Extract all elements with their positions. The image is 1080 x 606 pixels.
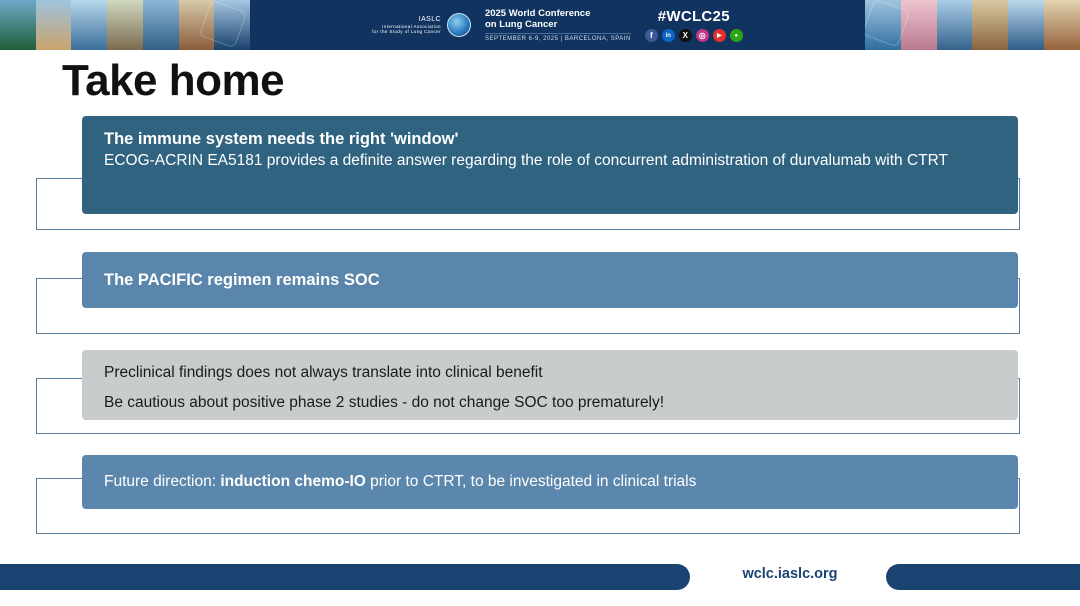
youtube-icon[interactable]: ▶ — [713, 29, 726, 42]
takehome-card-4 — [82, 455, 1018, 509]
footer-bar-left — [0, 564, 690, 590]
takehome-line-2-3: Be cautious about positive phase 2 studies - do not change SOC too prematurely! — [104, 394, 665, 412]
takehome-body-1: ECOG-ACRIN EA5181 provides a definite answer regarding the role of concurrent administration of durvalumab with CTRT — [104, 152, 948, 170]
wechat-icon[interactable]: ● — [730, 29, 743, 42]
banner-photo — [143, 0, 179, 50]
takehome-text-4-prefix: Future direction: — [104, 472, 221, 490]
instagram-icon[interactable]: ◎ — [696, 29, 709, 42]
footer-url[interactable]: wclc.iaslc.org — [742, 566, 838, 582]
social-icons — [645, 29, 743, 42]
takehome-card-3 — [82, 350, 1018, 420]
conference-title-line-1: 2025 World Conference — [484, 7, 591, 19]
x-twitter-icon[interactable]: X — [679, 29, 692, 42]
facebook-icon[interactable]: f — [645, 29, 658, 42]
iaslc-logo — [372, 13, 471, 37]
iaslc-full-line-1: International Association — [382, 23, 441, 29]
takehome-text-4-bold: induction chemo-IO — [220, 472, 366, 490]
hashtag-block — [645, 8, 743, 42]
conference-banner — [0, 0, 1080, 50]
takehome-heading-2: The PACIFIC regimen remains SOC — [104, 270, 380, 289]
takehome-card-1 — [82, 116, 1018, 214]
conference-title-line-2: on Lung Cancer — [484, 19, 558, 30]
conference-title-block — [485, 8, 631, 43]
takehome-text-4 — [104, 471, 696, 493]
banner-photo — [0, 0, 36, 50]
banner-photo-strip-right — [865, 0, 1080, 50]
banner-photo — [36, 0, 72, 50]
takehome-text-4-suffix: prior to CTRT, to be investigated in clinical trials — [365, 472, 697, 490]
banner-photo-strip-left — [0, 0, 250, 50]
iaslc-globe-icon — [447, 13, 471, 37]
iaslc-logo-text — [372, 16, 441, 34]
footer-bar-right — [886, 564, 1080, 590]
banner-photo — [71, 0, 107, 50]
banner-photo — [972, 0, 1008, 50]
page-title: Take home — [62, 56, 285, 105]
takehome-card-2 — [82, 252, 1018, 308]
iaslc-full-line-2: for the Study of Lung Cancer — [372, 29, 441, 35]
linkedin-icon[interactable]: in — [662, 29, 675, 42]
banner-center — [250, 0, 865, 50]
banner-photo — [937, 0, 973, 50]
banner-photo — [107, 0, 143, 50]
banner-photo — [1044, 0, 1080, 50]
conference-dates: SEPTEMBER 6-9, 2025 | BARCELONA, SPAIN — [485, 33, 631, 42]
banner-photo — [1008, 0, 1044, 50]
iaslc-abbrev: IASLC — [418, 15, 441, 23]
banner-photo — [901, 0, 937, 50]
conference-hashtag: #WCLC25 — [657, 8, 730, 25]
takehome-heading-1: The immune system needs the right 'window' — [104, 130, 459, 148]
takehome-line-1-3: Preclinical findings does not always translate into clinical benefit — [104, 364, 543, 381]
